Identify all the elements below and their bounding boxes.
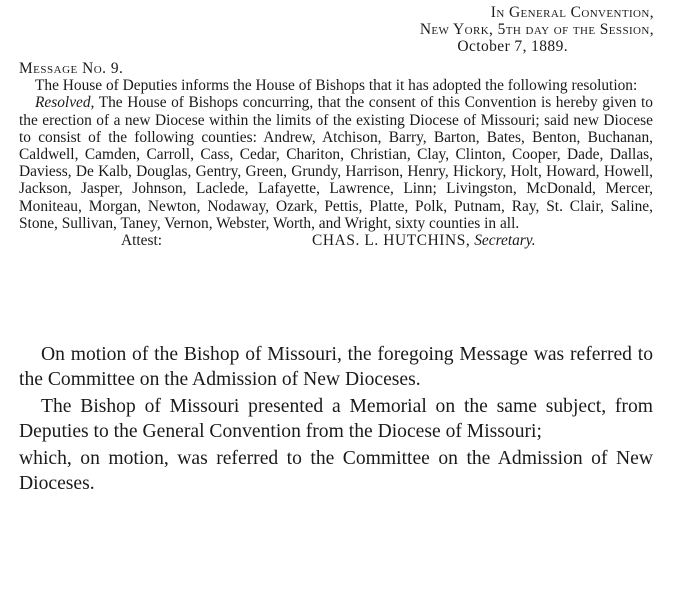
attest-title: Secretary. [474, 232, 536, 250]
paragraph-referral: On motion of the Bishop of Missouri, the foregoing Message was referred to the Committee on the Admission of New Dioceses. [19, 344, 653, 390]
attestation [19, 232, 653, 249]
paragraph-memorial: The Bishop of Missouri presented a Memorial on the same subject, from Deputies to the General Convention from the Diocese of Missouri; [19, 396, 653, 442]
message-number [19, 60, 653, 77]
convention-heading [420, 4, 654, 55]
paragraph-memorial-referral: which, on motion, was referred to the Committee on the Admission of New Dioceses. [19, 448, 653, 494]
heading-convention: In General Convention, [490, 4, 654, 21]
message-block [19, 60, 653, 249]
resolution-text: The House of Bishops concurring, that the consent of this Convention is hereby given to the erection of a new Diocese within the limits of the existing Diocese of Missouri; said new Diocese to consist of the following counties: Andrew, Atchison, Barry, Barton, Bates, Benton, Buchanan, Caldwell, Camden, Carroll, Cass, Cedar, Chariton, Christian, Clay, Clinton, Cooper, Dade, Dallas, Daviess, De Kalb, Douglas, Gentry, Green, Grundy, Harrison, Henry, Hickory, Holt, Howard, Howell, Jackson, Jasper, Johnson, Laclede, Lafayette, Lawrence, Linn; Livingston, McDonald, Mercer, Moniteau, Morgan, Newton, Nodaway, Ozark, Pettis, Platte, Polk, Putnam, Ray, St. Clair, Saline, Stone, Sullivan, Taney, Vernon, Webster, Worth, and Wright, sixty counties in all. [19, 94, 653, 232]
minutes-body [19, 342, 653, 498]
resolution [19, 94, 653, 232]
message-intro: The House of Deputies informs the House of Bishops that it has adopted the following resolution: [35, 77, 638, 95]
heading-date: October 7, 1889. [457, 38, 568, 55]
attest-name: CHAS. L. HUTCHINS, [312, 232, 471, 250]
resolved-word: Resolved, [35, 94, 95, 112]
heading-location-day: New York, 5th day of the Session, [419, 21, 654, 38]
message-number-text: Message No. 9. [19, 60, 124, 77]
attest-label: Attest: [121, 232, 163, 250]
